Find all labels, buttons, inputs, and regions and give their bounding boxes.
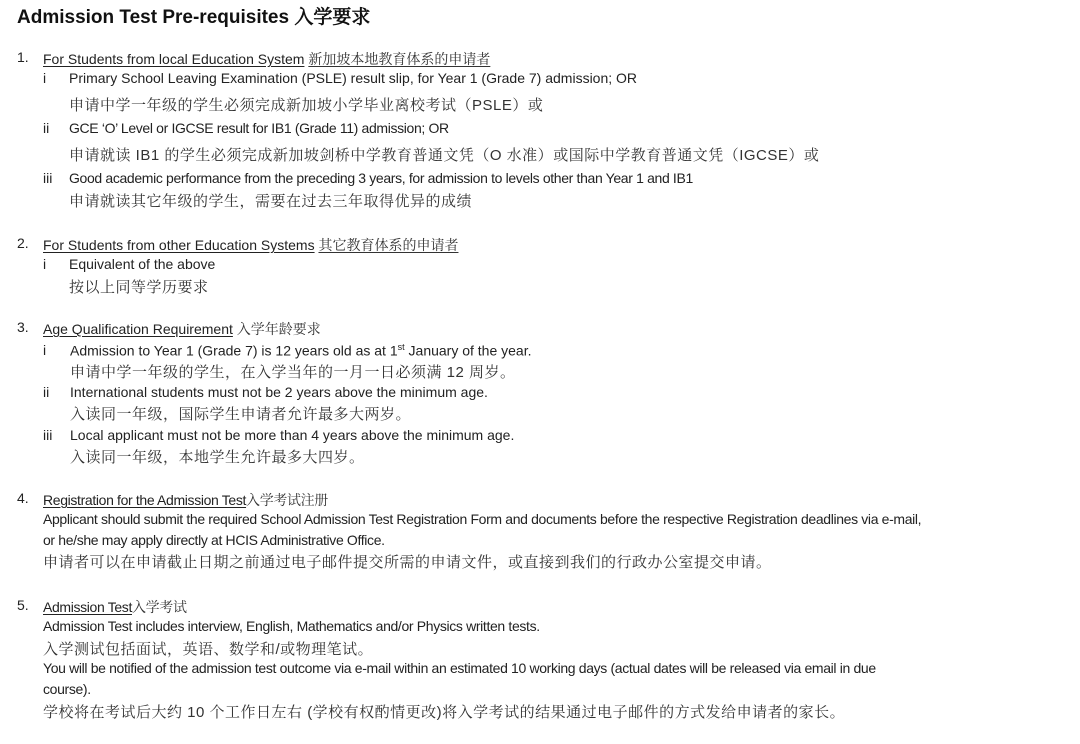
section-heading [43, 235, 458, 255]
section-heading [43, 319, 321, 339]
section-number: 3. [17, 319, 29, 335]
heading-en: For Students from other Education Systems [43, 237, 315, 253]
heading-en: Age Qualification Requirement [43, 321, 233, 337]
heading-zh: 新加坡本地教育体系的申请者 [308, 51, 491, 67]
section-heading [43, 49, 490, 69]
body-line: Admission Test includes interview, English, Mathematics and/or Physics written tests. [43, 618, 540, 634]
heading-zh: 其它教育体系的申请者 [318, 237, 459, 253]
item-roman: iii [43, 170, 53, 186]
body-line: course). [43, 681, 91, 697]
body-line: or he/she may apply directly at HCIS Administrative Office. [43, 532, 385, 548]
item-en: Local applicant must not be more than 4 years above the minimum age. [70, 427, 515, 443]
body-line: You will be notified of the admission test outcome via e-mail within an estimated 10 working days (actual dates will be released via email in due [43, 660, 876, 676]
body-line: Applicant should submit the required School Admission Test Registration Form and documents before the respective Registration deadlines via e-mail, [43, 511, 922, 527]
item-roman: i [43, 342, 47, 358]
item-en: Good academic performance from the preceding 3 years, for admission to levels other than Year 1 and IB1 [69, 170, 693, 186]
item-en: GCE ‘O’ Level or IGCSE result for IB1 (Grade 11) admission; OR [69, 120, 449, 136]
item-zh: 申请就读其它年级的学生，需要在过去三年取得优异的成绩 [69, 193, 473, 210]
item-zh: 申请中学一年级的学生，在入学当年的一月一日必须满 12 周岁。 [70, 364, 516, 381]
body-line: 入学测试包括面试，英语、数学和/或物理笔试。 [43, 641, 374, 658]
item-en: Equivalent of the above [69, 256, 216, 272]
heading-zh: 入学考试注册 [246, 492, 328, 508]
heading-en: Registration for the Admission Test [43, 492, 247, 508]
section-heading [43, 597, 187, 617]
item-roman: ii [43, 384, 50, 400]
item-zh: 申请就读 IB1 的学生必须完成新加坡剑桥中学教育普通文凭（O 水准）或国际中学教育普通文凭（IGCSE）或 [69, 147, 820, 164]
item-roman: ii [43, 120, 50, 136]
section-number: 4. [17, 490, 29, 506]
item-en: Primary School Leaving Examination (PSLE) result slip, for Year 1 (Grade 7) admission; OR [69, 70, 638, 86]
body-line: 申请者可以在申请截止日期之前通过电子邮件提交所需的申请文件，或直接到我们的行政办公室提交申请。 [43, 554, 772, 571]
page-title: Admission Test Pre-requisites 入学要求 [17, 7, 371, 28]
item-zh: 申请中学一年级的学生必须完成新加坡小学毕业离校考试（PSLE）或 [69, 97, 544, 114]
section-heading [43, 490, 328, 510]
heading-zh: 入学年龄要求 [236, 321, 321, 337]
section-number: 5. [17, 597, 29, 613]
body-line: 学校将在考试后大约 10 个工作日左右 (学校有权酌情更改)将入学考试的结果通过电子邮件的方式发给申请者的家长。 [43, 704, 846, 721]
section-number: 1. [17, 49, 29, 65]
item-roman: i [43, 70, 47, 86]
item-zh: 入读同一年级，本地学生允许最多大四岁。 [70, 449, 365, 466]
item-en: International students must not be 2 years above the minimum age. [70, 384, 488, 400]
item-en: Admission to Year 1 (Grade 7) is 12 years old as at 1st January of the year. [70, 342, 532, 359]
heading-zh: 入学考试 [132, 599, 187, 615]
item-zh: 按以上同等学历要求 [69, 279, 209, 296]
heading-en: Admission Test [43, 599, 132, 615]
item-zh: 入读同一年级，国际学生申请者允许最多大两岁。 [70, 406, 412, 423]
item-roman: i [43, 256, 47, 272]
section-number: 2. [17, 235, 29, 251]
heading-en: For Students from local Education System [43, 51, 305, 67]
item-roman: iii [43, 427, 53, 443]
